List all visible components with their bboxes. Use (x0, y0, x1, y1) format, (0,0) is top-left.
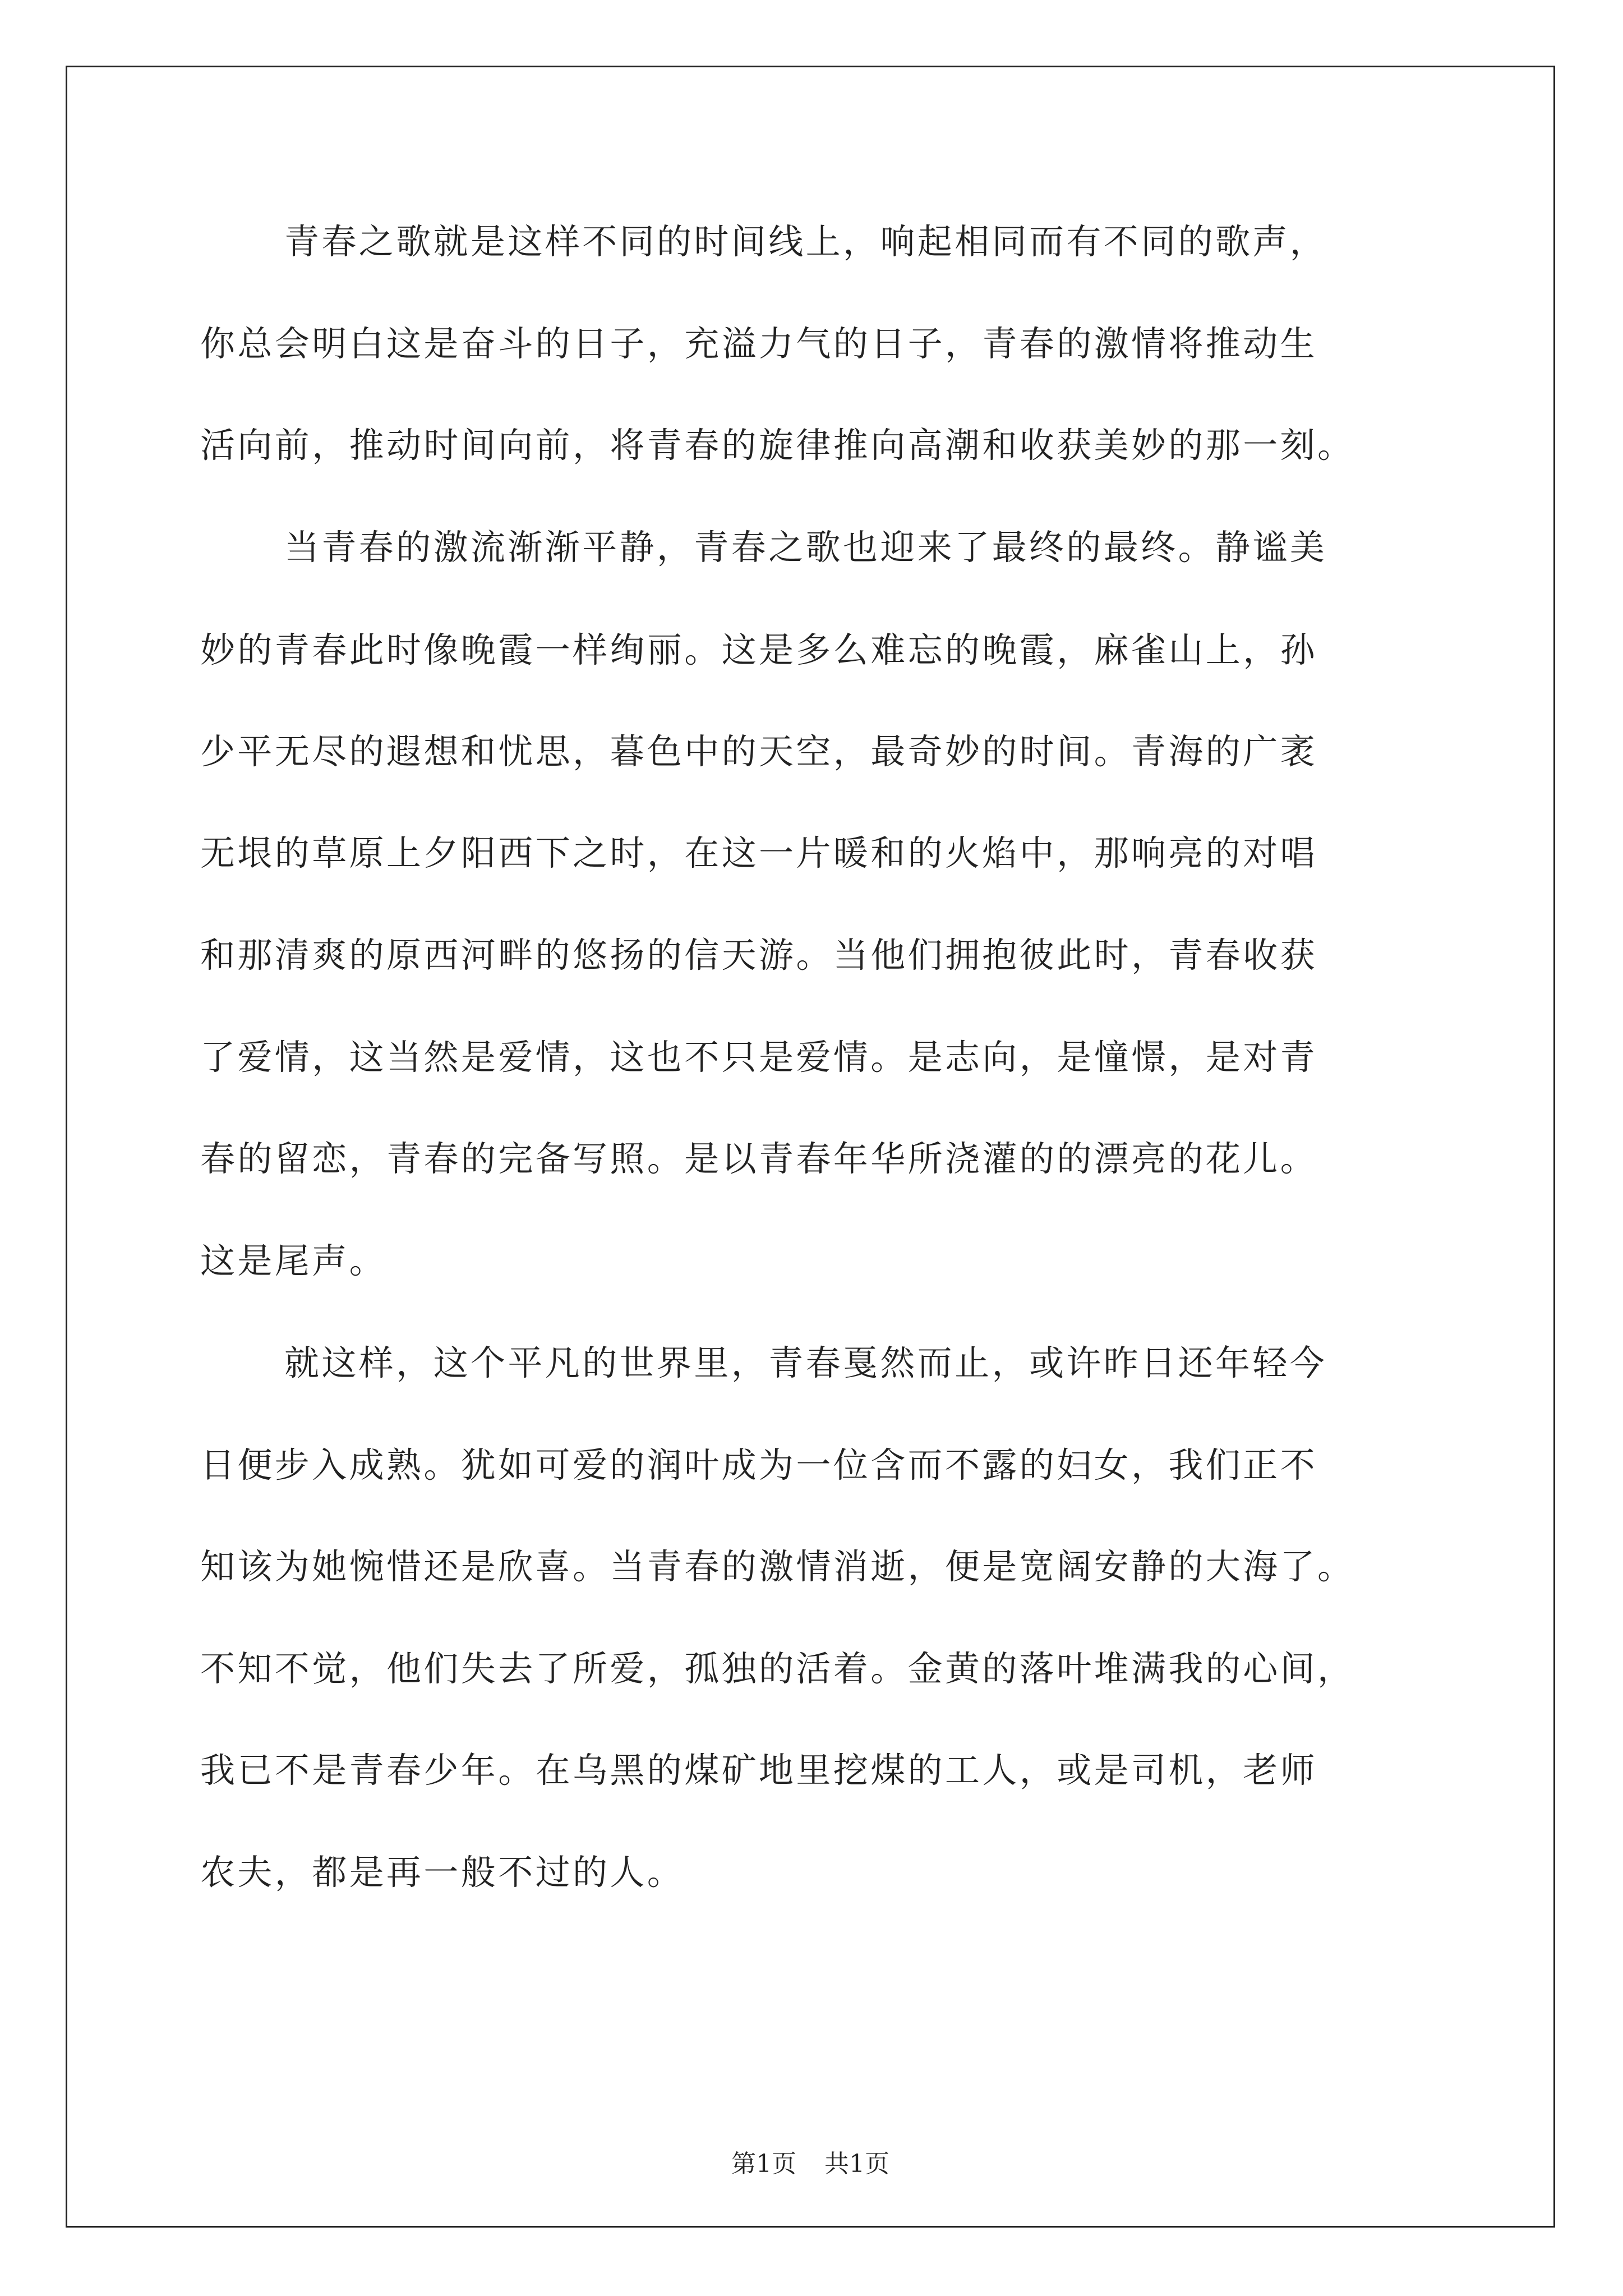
page-total: 共1页 (824, 2150, 889, 2178)
text-line: 就这样，这个平凡的世界里，青春戛然而止，或许昨日还年轻今 (284, 1342, 1327, 1383)
text-line: 了爱情，这当然是爱情，这也不只是爱情。是志向，是憧憬，是对青 (200, 1037, 1318, 1078)
page-border (66, 66, 1555, 2228)
text-line: 无垠的草原上夕阳西下之时，在这一片暖和的火焰中，那响亮的对唱 (200, 832, 1318, 873)
page-footer (67, 2148, 1553, 2180)
text-line: 不知不觉，他们失去了所爱，孤独的活着。金黄的落叶堆满我的心间， (200, 1648, 1355, 1689)
text-line: 和那清爽的原西河畔的悠扬的信天游。当他们拥抱彼此时，青春收获 (200, 935, 1318, 976)
text-line: 活向前，推动时间向前，将青春的旋律推向高潮和收获美妙的那一刻。 (200, 425, 1355, 466)
text-line: 青春之歌就是这样不同的时间线上，响起相同而有不同的歌声， (284, 221, 1327, 262)
text-line: 当青春的激流渐渐平静，青春之歌也迎来了最终的最终。静谧美 (284, 527, 1327, 568)
page-number: 第1页 (731, 2150, 796, 2178)
text-line: 农夫，都是再一般不过的人。 (200, 1852, 685, 1893)
text-line: 日便步入成熟。犹如可爱的润叶成为一位含而不露的妇女，我们正不 (200, 1444, 1318, 1485)
text-line: 春的留恋，青春的完备写照。是以青春年华所浇灌的的漂亮的花儿。 (200, 1138, 1318, 1179)
text-line: 我已不是青春少年。在乌黑的煤矿地里挖煤的工人，或是司机，老师 (200, 1750, 1318, 1791)
text-line: 少平无尽的遐想和忧思，暮色中的天空，最奇妙的时间。青海的广袤 (200, 731, 1318, 772)
text-line: 这是尾声。 (200, 1240, 387, 1281)
text-line: 你总会明白这是奋斗的日子，充溢力气的日子，青春的激情将推动生 (200, 323, 1318, 364)
text-line: 知该为她惋惜还是欣喜。当青春的激情消逝，便是宽阔安静的大海了。 (200, 1546, 1355, 1587)
text-line: 妙的青春此时像晚霞一样绚丽。这是多么难忘的晚霞，麻雀山上，孙 (200, 629, 1318, 670)
